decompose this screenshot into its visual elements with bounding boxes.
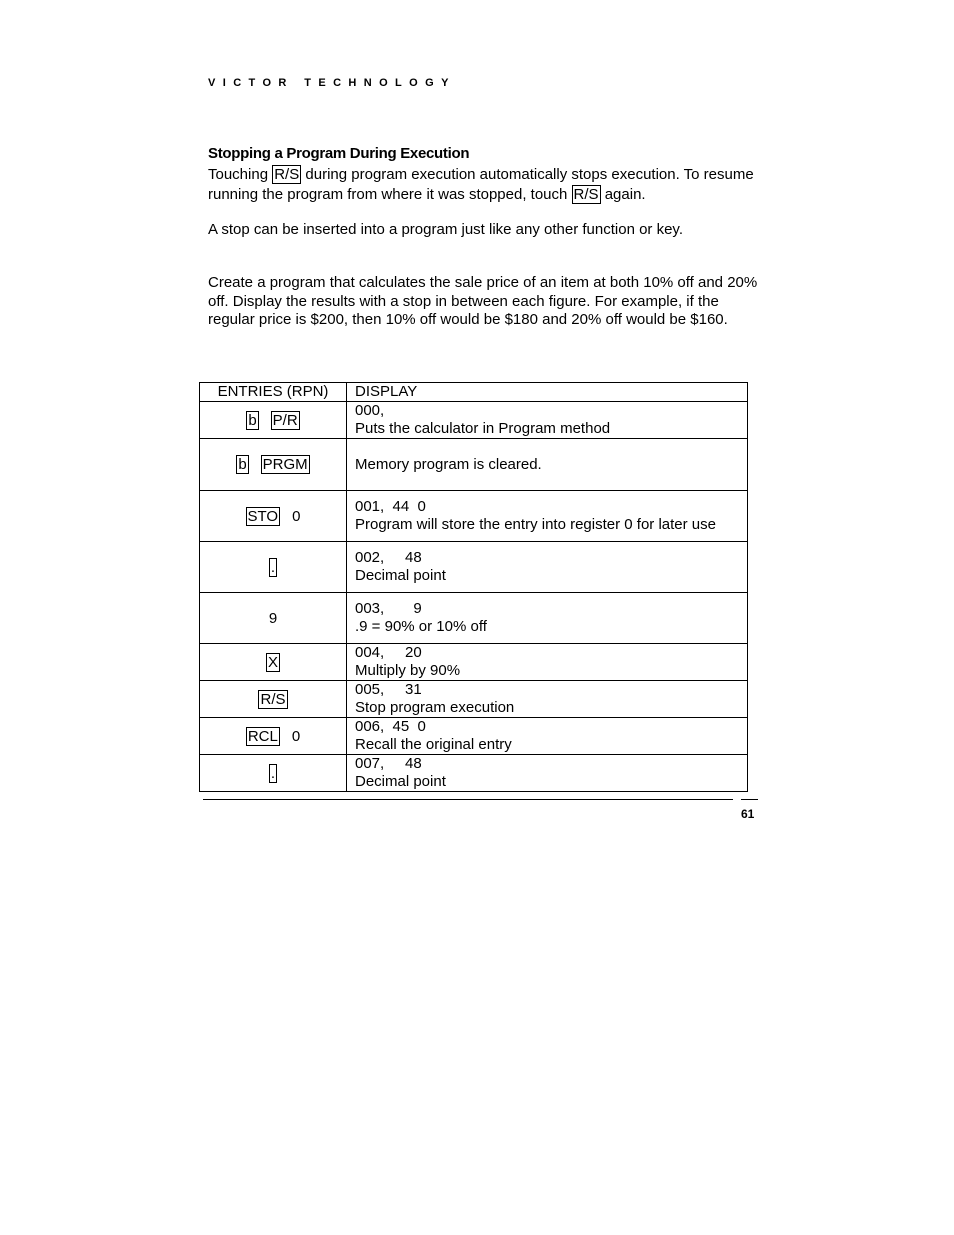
- table-row: [200, 402, 748, 439]
- display-cell: [347, 542, 748, 593]
- paragraph-text: again.: [600, 185, 646, 203]
- display-text: .9 = 90% or 10% off: [355, 618, 487, 635]
- entry-cell: [200, 402, 347, 439]
- display-text: Decimal point: [355, 773, 446, 790]
- key-cap: X: [267, 653, 278, 671]
- table-row: [200, 718, 748, 755]
- key-cap: R/S: [260, 690, 286, 708]
- table-row: [200, 755, 748, 792]
- display-code: 002, 48: [355, 549, 422, 566]
- display-code: 003, 9: [355, 600, 422, 617]
- entries-header: ENTRIES (RPN): [200, 383, 347, 402]
- key-cap: b: [238, 456, 247, 473]
- rs-key: R/S: [274, 166, 300, 183]
- running-header: VICTOR TECHNOLOGY: [208, 77, 456, 89]
- display-text: Multiply by 90%: [355, 662, 461, 679]
- table-row: [200, 644, 748, 681]
- display-code: 000,: [355, 402, 385, 419]
- key-cap: b: [248, 411, 257, 429]
- entry-cell: [200, 755, 347, 792]
- display-text: Stop program execution: [355, 699, 515, 716]
- entry-cell: [200, 593, 347, 644]
- key-cap: PRGM: [262, 456, 308, 473]
- section-title: Stopping a Program During Execution: [208, 145, 470, 162]
- display-text: Puts the calculator in Program method: [355, 420, 611, 437]
- display-text: Decimal point: [355, 567, 446, 584]
- display-text: Program will store the entry into register 0 for later use: [355, 516, 716, 533]
- key-cap: .: [270, 764, 276, 782]
- key-cap: .: [270, 558, 276, 576]
- rs-key: R/S: [573, 185, 599, 203]
- page-number: 61: [741, 807, 755, 821]
- footer-rule: [203, 799, 733, 800]
- table-row: [200, 491, 748, 542]
- key-cap: RCL: [247, 727, 278, 745]
- table-header-row: [200, 383, 748, 402]
- display-code: 001, 44 0: [355, 498, 426, 515]
- entry-cell: [200, 439, 347, 491]
- display-text: Memory program is cleared.: [355, 455, 542, 473]
- entry-cell: [200, 491, 347, 542]
- key-cap: P/R: [272, 411, 298, 429]
- display-code: 005, 31: [355, 681, 422, 698]
- entry-cell: [200, 718, 347, 755]
- table-row: [200, 593, 748, 644]
- key-cap: STO: [247, 507, 279, 525]
- display-cell: [347, 439, 748, 491]
- table-row: [200, 542, 748, 593]
- display-code: 006, 45 0: [355, 718, 426, 735]
- paragraph-stopping: [208, 165, 768, 204]
- display-code: 004, 20: [355, 644, 422, 661]
- program-table: [199, 382, 748, 792]
- key-digit: 0: [291, 727, 301, 745]
- display-cell: [347, 718, 748, 755]
- paragraph-example: Create a program that calculates the sale price of an item at both 10% off and 20% off. Display the results with a stop in between each figure. For example, if the regular price is $200, then 10% off would be $180 and 20% off would be $160.: [208, 274, 758, 328]
- entry-cell: [200, 542, 347, 593]
- display-cell: [347, 681, 748, 718]
- display-cell: [347, 644, 748, 681]
- display-cell: [347, 593, 748, 644]
- display-cell: [347, 755, 748, 792]
- table-row: [200, 439, 748, 491]
- key-digit: 0: [292, 507, 301, 525]
- display-code: 007, 48: [355, 755, 422, 772]
- paragraph-stop-insert: A stop can be inserted into a program just like any other function or key.: [208, 221, 683, 238]
- display-cell: [347, 402, 748, 439]
- display-text: Recall the original entry: [355, 736, 512, 753]
- paragraph-text: during program execution automatically stops execution. To resume running the program from where it was stopped, touch: [208, 166, 754, 203]
- paragraph-text: Touching: [208, 166, 273, 183]
- entry-cell: [200, 644, 347, 681]
- table-row: [200, 681, 748, 718]
- footer-rule-short: [741, 799, 758, 800]
- display-cell: [347, 491, 748, 542]
- key-digit: 9: [268, 609, 278, 627]
- display-header: DISPLAY: [347, 383, 748, 402]
- entry-cell: [200, 681, 347, 718]
